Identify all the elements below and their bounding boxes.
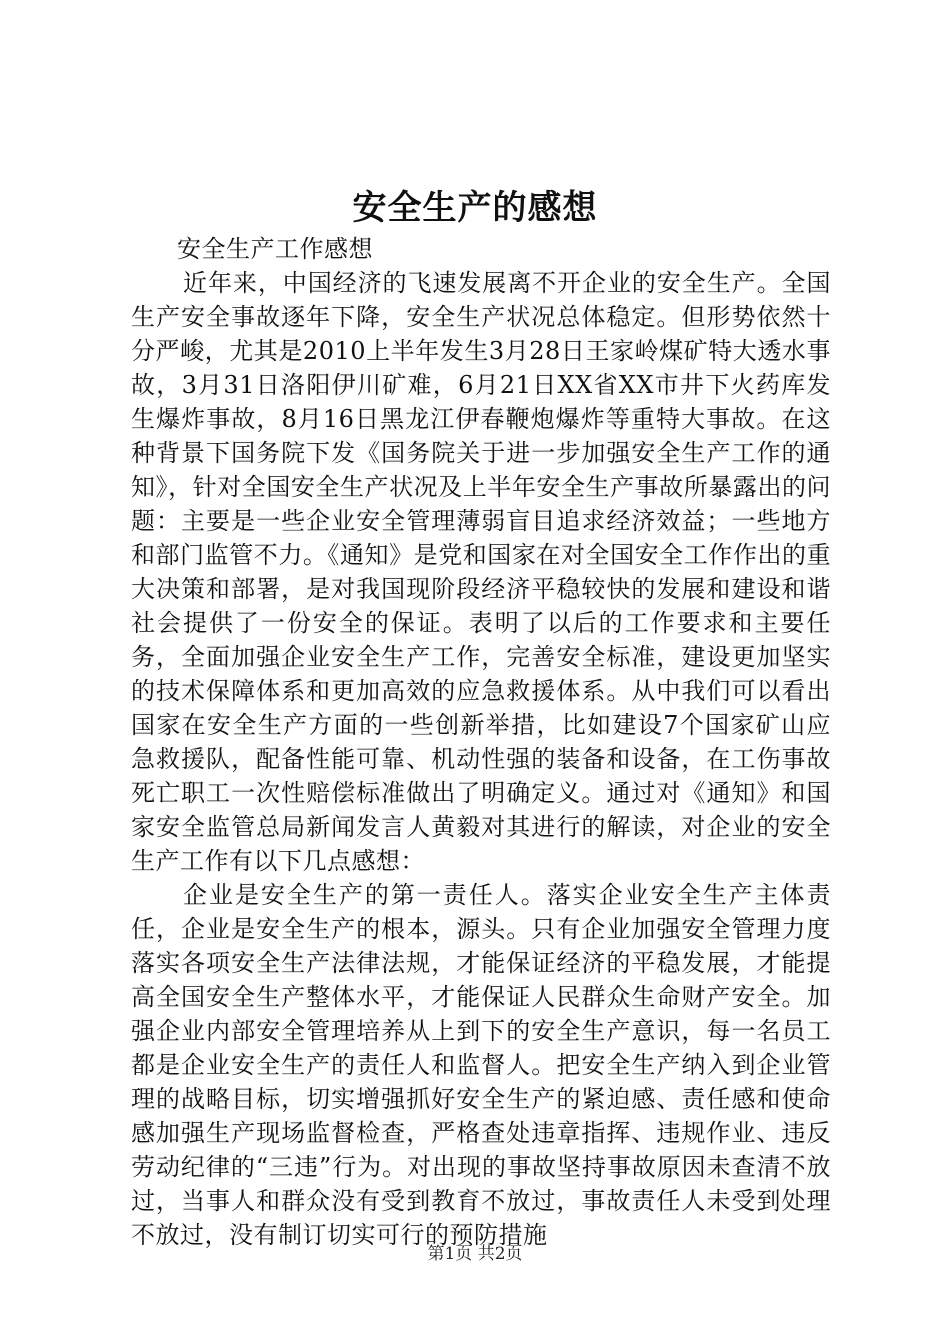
body-paragraph-1: 近年来，中国经济的飞速发展离不开企业的安全生产。全国生产安全事故逐年下降，安全生产状况总体稳定。但形势依然十分严峻，尤其是2010上半年发生3月28日王家岭煤矿特大透水事故，3月31日洛阳伊川矿难，6月21日XX省XX市井下火药库发生爆炸事故，8月16日黑龙江伊春鞭炮爆炸等重特大事故。在这种背景下国务院下发《国务院关于进一步加强安全生产工作的通知》，针对全国安全生产状况及上半年安全生产事故所暴露出的问题：主要是一些企业安全管理薄弱盲目追求经济效益；一些地方和部门监管不力。《通知》是党和国家在对全国安全工作作出的重大决策和部署，是对我国现阶段经济平稳较快的发展和建设和谐社会提供了一份安全的保证。表明了以后的工作要求和主要任务，全面加强企业安全生产工作，完善安全标准，建设更加坚实的技术保障体系和更加高效的应急救援体系。从中我们可以看出国家在安全生产方面的一些创新举措，比如建设7个国家矿山应急救援队，配备性能可靠、机动性强的装备和设备，在工伤事故死亡职工一次性赔偿标准做出了明确定义。通过对《通知》和国家安全监管总局新闻发言人黄毅对其进行的解读，对企业的安全生产工作有以下几点感想：	[131, 269, 831, 875]
document-body	[131, 232, 831, 1252]
page-number-footer: 第1页 共2页	[427, 1244, 523, 1264]
body-paragraph-2: 企业是安全生产的第一责任人。落实企业安全生产主体责任，企业是安全生产的根本，源头。只有企业加强安全管理力度落实各项安全生产法律法规，才能保证经济的平稳发展，才能提高全国安全生产整体水平，才能保证人民群众生命财产安全。加强企业内部安全管理培养从上到下的安全生产意识，每一名员工都是企业安全生产的责任人和监督人。把安全生产纳入到企业管理的战略目标，切实增强抓好安全生产的紧迫感、责任感和使命感加强生产现场监督检查，严格查处违章指挥、违规作业、违反劳动纪律的“三违”行为。对出现的事故坚持事故原因未查清不放过，当事人和群众没有受到教育不放过，事故责任人未受到处理不放过，没有制订切实可行的预防措施	[131, 881, 831, 1249]
document-subtitle: 安全生产工作感想	[177, 235, 373, 263]
document-title: 安全生产的感想	[352, 188, 598, 228]
